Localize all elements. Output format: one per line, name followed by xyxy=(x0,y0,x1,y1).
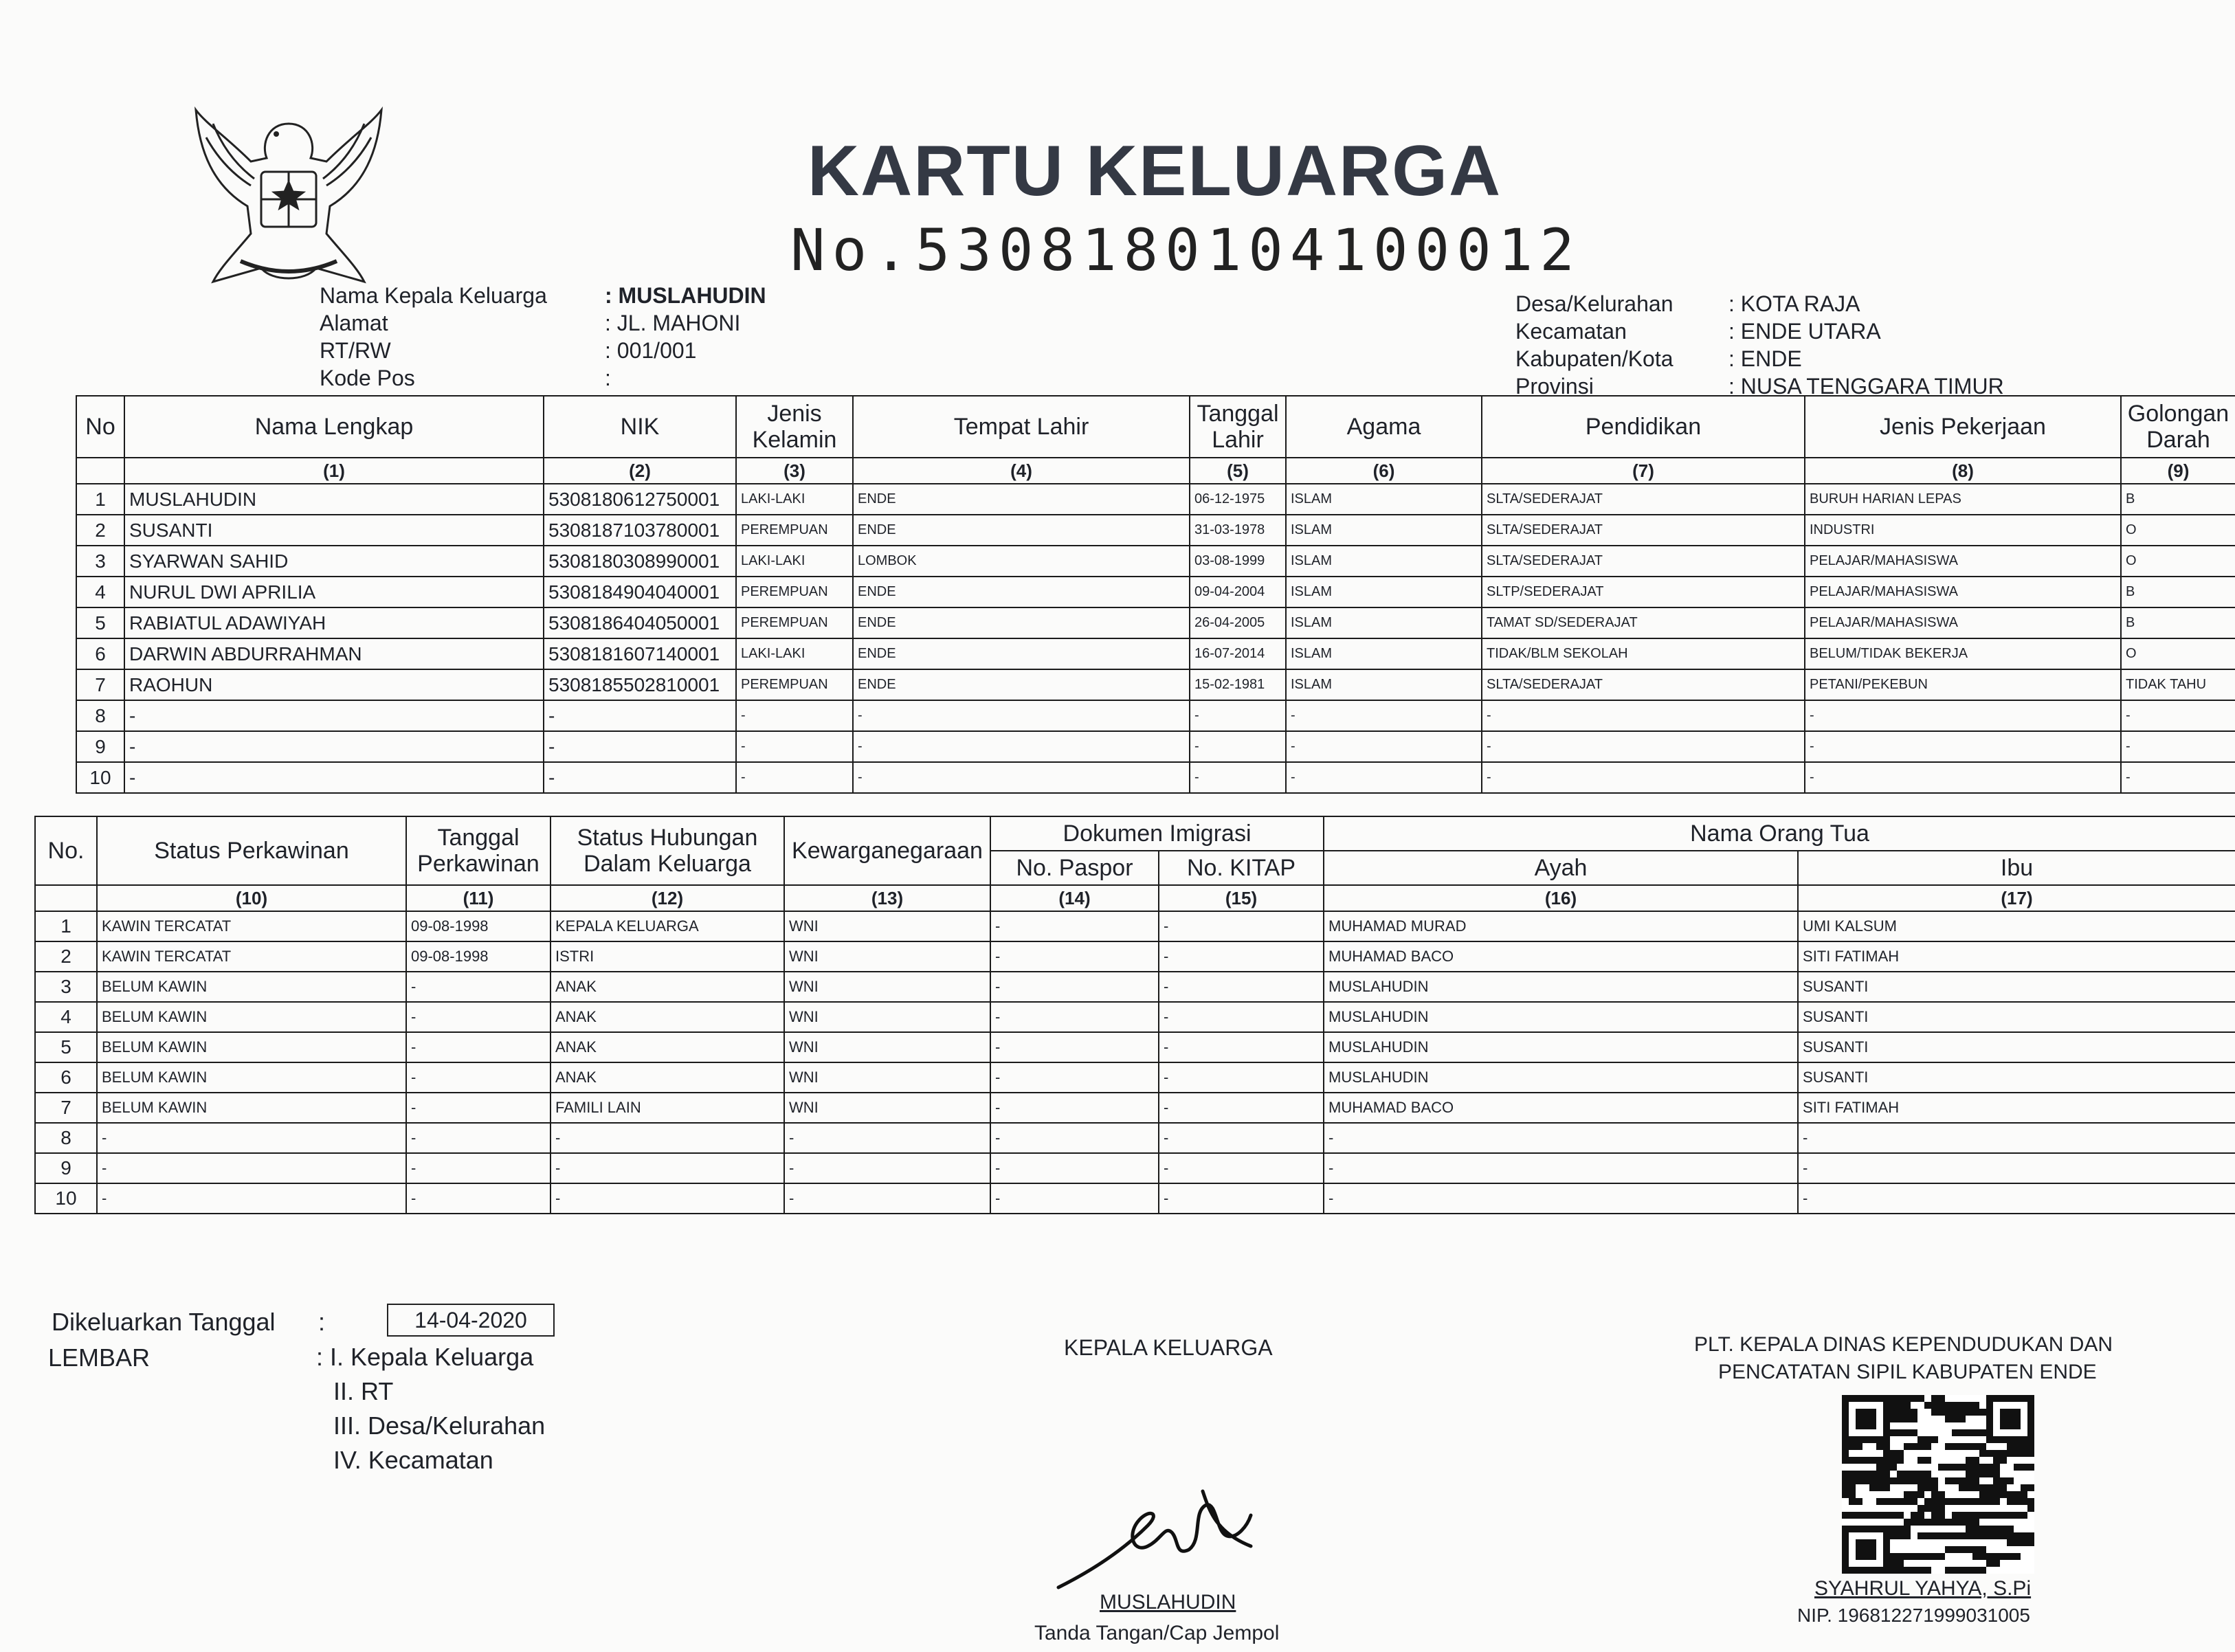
cell-no: 10 xyxy=(76,762,124,793)
column-number: (9) xyxy=(2121,458,2235,484)
cell-no-kitap: - xyxy=(1159,1123,1324,1153)
cell-nik: 5308180308990001 xyxy=(544,546,736,577)
cell-status-hubungan: - xyxy=(551,1153,784,1183)
value-rt-rw: : 001/001 xyxy=(605,338,697,363)
family-members-table xyxy=(76,395,2235,794)
cell-kewarganegaraan: WNI xyxy=(784,1002,990,1032)
lembar-item: : I. Kepala Keluarga xyxy=(316,1343,534,1371)
cell-tanggal-perkawinan: - xyxy=(406,1093,551,1123)
cell-nama-lengkap: - xyxy=(124,731,544,762)
column-number xyxy=(35,885,97,911)
family-status-table xyxy=(34,816,2235,1214)
cell-jenis-pekerjaan: BURUH HARIAN LEPAS xyxy=(1805,484,2121,515)
header-no-kitap: No. KITAP xyxy=(1159,851,1324,885)
cell-tanggal-perkawinan: - xyxy=(406,1062,551,1093)
cell-pendidikan: - xyxy=(1482,731,1805,762)
cell-status-hubungan: - xyxy=(551,1123,784,1153)
cell-status-hubungan: - xyxy=(551,1183,784,1214)
cell-nik: - xyxy=(544,762,736,793)
header-ibu: Ibu xyxy=(1798,851,2235,885)
table-row xyxy=(35,1032,2235,1062)
column-number: (6) xyxy=(1286,458,1482,484)
column-number: (11) xyxy=(406,885,551,911)
cell-no: 6 xyxy=(35,1062,97,1093)
header-nik: NIK xyxy=(544,396,736,458)
lembar-item: II. RT xyxy=(333,1377,394,1405)
header-left-values xyxy=(605,282,766,392)
cell-golongan-darah: O xyxy=(2121,546,2235,577)
cell-status-perkawinan: BELUM KAWIN xyxy=(97,1032,406,1062)
header-dokumen-imigrasi: Dokumen Imigrasi xyxy=(990,816,1324,851)
document-title: KARTU KELUARGA xyxy=(808,131,1502,211)
cell-kewarganegaraan: WNI xyxy=(784,972,990,1002)
cell-nik: 5308184904040001 xyxy=(544,577,736,607)
garuda-emblem-icon xyxy=(186,96,392,295)
cell-jenis-kelamin: PEREMPUAN xyxy=(736,607,853,638)
header-nama-orang-tua: Nama Orang Tua xyxy=(1324,816,2235,851)
cell-tempat-lahir: ENDE xyxy=(853,577,1190,607)
cell-jenis-kelamin: LAKI-LAKI xyxy=(736,484,853,515)
cell-tempat-lahir: LOMBOK xyxy=(853,546,1190,577)
cell-status-perkawinan: BELUM KAWIN xyxy=(97,972,406,1002)
kepala-keluarga-name: MUSLAHUDIN xyxy=(1100,1591,1236,1614)
cell-ayah: MUSLAHUDIN xyxy=(1324,972,1798,1002)
column-number: (14) xyxy=(990,885,1159,911)
cell-no: 1 xyxy=(35,911,97,941)
cell-tanggal-perkawinan: 09-08-1998 xyxy=(406,911,551,941)
cell-nik: 5308187103780001 xyxy=(544,515,736,546)
kepala-keluarga-caption: Tanda Tangan/Cap Jempol xyxy=(1034,1622,1280,1644)
column-number: (12) xyxy=(551,885,784,911)
header-status-hubungan: Status Hubungan Dalam Keluarga xyxy=(551,816,784,885)
cell-ibu: SUSANTI xyxy=(1798,1002,2235,1032)
header-left-labels xyxy=(320,282,547,392)
qr-code-icon xyxy=(1842,1395,2034,1574)
cell-ayah: - xyxy=(1324,1153,1798,1183)
cell-no-kitap: - xyxy=(1159,1032,1324,1062)
cell-tanggal-perkawinan: 09-08-1998 xyxy=(406,941,551,972)
column-number: (3) xyxy=(736,458,853,484)
header-status-perkawinan: Status Perkawinan xyxy=(97,816,406,885)
cell-status-hubungan: ANAK xyxy=(551,1032,784,1062)
cell-agama: ISLAM xyxy=(1286,638,1482,669)
column-number: (8) xyxy=(1805,458,2121,484)
header-jenis-kelamin: Jenis Kelamin xyxy=(736,396,853,458)
header-golongan-darah: Golongan Darah xyxy=(2121,396,2235,458)
cell-pendidikan: - xyxy=(1482,762,1805,793)
table-row xyxy=(76,484,2235,515)
cell-golongan-darah: - xyxy=(2121,731,2235,762)
cell-status-perkawinan: BELUM KAWIN xyxy=(97,1093,406,1123)
table-row xyxy=(35,1002,2235,1032)
issued-colon: : xyxy=(318,1308,326,1336)
column-number: (13) xyxy=(784,885,990,911)
cell-no: 6 xyxy=(76,638,124,669)
table-row xyxy=(76,731,2235,762)
value-provinsi: : NUSA TENGGARA TIMUR xyxy=(1728,374,2004,399)
cell-ibu: - xyxy=(1798,1123,2235,1153)
cell-nik: - xyxy=(544,700,736,731)
cell-nik: 5308185502810001 xyxy=(544,669,736,700)
cell-ibu: SUSANTI xyxy=(1798,1032,2235,1062)
cell-nama-lengkap: RAOHUN xyxy=(124,669,544,700)
cell-no: 8 xyxy=(76,700,124,731)
cell-jenis-kelamin: LAKI-LAKI xyxy=(736,638,853,669)
cell-golongan-darah: - xyxy=(2121,700,2235,731)
label-desa: Desa/Kelurahan xyxy=(1515,291,1674,316)
value-desa: : KOTA RAJA xyxy=(1728,291,1860,316)
label-rt-rw: RT/RW xyxy=(320,338,391,363)
cell-jenis-pekerjaan: - xyxy=(1805,700,2121,731)
table-row xyxy=(35,1123,2235,1153)
table-row xyxy=(76,762,2235,793)
cell-nama-lengkap: SUSANTI xyxy=(124,515,544,546)
table-row xyxy=(35,1183,2235,1214)
cell-nik: 5308181607140001 xyxy=(544,638,736,669)
cell-nik: - xyxy=(544,731,736,762)
cell-agama: ISLAM xyxy=(1286,577,1482,607)
cell-golongan-darah: B xyxy=(2121,607,2235,638)
cell-nama-lengkap: NURUL DWI APRILIA xyxy=(124,577,544,607)
table-row xyxy=(76,546,2235,577)
column-number: (2) xyxy=(544,458,736,484)
cell-tanggal-lahir: 26-04-2005 xyxy=(1190,607,1286,638)
cell-no-paspor: - xyxy=(990,972,1159,1002)
cell-tempat-lahir: ENDE xyxy=(853,607,1190,638)
cell-status-perkawinan: - xyxy=(97,1183,406,1214)
official-nip: NIP. 196812271999031005 xyxy=(1797,1605,2030,1626)
cell-tanggal-lahir: 03-08-1999 xyxy=(1190,546,1286,577)
table-row xyxy=(35,972,2235,1002)
cell-golongan-darah: B xyxy=(2121,577,2235,607)
cell-ibu: - xyxy=(1798,1153,2235,1183)
official-name: SYAHRUL YAHYA, S.Pi xyxy=(1814,1577,2032,1600)
cell-no-paspor: - xyxy=(990,1183,1159,1214)
cell-pendidikan: TAMAT SD/SEDERAJAT xyxy=(1482,607,1805,638)
label-alamat: Alamat xyxy=(320,311,388,335)
cell-no: 5 xyxy=(76,607,124,638)
cell-nama-lengkap: SYARWAN SAHID xyxy=(124,546,544,577)
table-row xyxy=(76,669,2235,700)
cell-no: 5 xyxy=(35,1032,97,1062)
cell-ibu: - xyxy=(1798,1183,2235,1214)
header-no: No. xyxy=(35,816,97,885)
column-number xyxy=(76,458,124,484)
cell-no-paspor: - xyxy=(990,1032,1159,1062)
cell-golongan-darah: B xyxy=(2121,484,2235,515)
cell-status-perkawinan: BELUM KAWIN xyxy=(97,1062,406,1093)
cell-no: 2 xyxy=(35,941,97,972)
official-title-line-1: PLT. KEPALA DINAS KEPENDUDUKAN DAN xyxy=(1694,1333,2113,1356)
cell-status-perkawinan: KAWIN TERCATAT xyxy=(97,911,406,941)
cell-tanggal-lahir: - xyxy=(1190,731,1286,762)
cell-no: 10 xyxy=(35,1183,97,1214)
cell-nama-lengkap: DARWIN ABDURRAHMAN xyxy=(124,638,544,669)
cell-no: 2 xyxy=(76,515,124,546)
cell-status-hubungan: ANAK xyxy=(551,1002,784,1032)
cell-no-paspor: - xyxy=(990,1093,1159,1123)
value-kecamatan: : ENDE UTARA xyxy=(1728,319,1881,344)
cell-pendidikan: SLTA/SEDERAJAT xyxy=(1482,484,1805,515)
cell-jenis-pekerjaan: BELUM/TIDAK BEKERJA xyxy=(1805,638,2121,669)
cell-jenis-kelamin: PEREMPUAN xyxy=(736,577,853,607)
cell-ayah: MUHAMAD BACO xyxy=(1324,1093,1798,1123)
cell-tempat-lahir: ENDE xyxy=(853,638,1190,669)
column-number: (16) xyxy=(1324,885,1798,911)
cell-tanggal-lahir: - xyxy=(1190,700,1286,731)
cell-no-paspor: - xyxy=(990,1123,1159,1153)
cell-no-kitap: - xyxy=(1159,972,1324,1002)
column-number: (5) xyxy=(1190,458,1286,484)
cell-pendidikan: SLTP/SEDERAJAT xyxy=(1482,577,1805,607)
kepala-keluarga-title: KEPALA KELUARGA xyxy=(1064,1335,1273,1360)
cell-tanggal-lahir: 09-04-2004 xyxy=(1190,577,1286,607)
cell-tempat-lahir: ENDE xyxy=(853,669,1190,700)
lembar-item: III. Desa/Kelurahan xyxy=(333,1411,546,1440)
column-number: (4) xyxy=(853,458,1190,484)
cell-tanggal-perkawinan: - xyxy=(406,1123,551,1153)
cell-golongan-darah: - xyxy=(2121,762,2235,793)
cell-ibu: SUSANTI xyxy=(1798,1062,2235,1093)
cell-agama: ISLAM xyxy=(1286,669,1482,700)
cell-tanggal-perkawinan: - xyxy=(406,1153,551,1183)
header-nama-lengkap: Nama Lengkap xyxy=(124,396,544,458)
column-number: (17) xyxy=(1798,885,2235,911)
cell-status-hubungan: ISTRI xyxy=(551,941,784,972)
cell-no-kitap: - xyxy=(1159,1002,1324,1032)
cell-no-kitap: - xyxy=(1159,941,1324,972)
column-number: (15) xyxy=(1159,885,1324,911)
cell-kewarganegaraan: WNI xyxy=(784,1093,990,1123)
cell-tanggal-lahir: 31-03-1978 xyxy=(1190,515,1286,546)
cell-nik: 5308186404050001 xyxy=(544,607,736,638)
table-row xyxy=(76,577,2235,607)
cell-status-hubungan: ANAK xyxy=(551,1062,784,1093)
cell-nama-lengkap: MUSLAHUDIN xyxy=(124,484,544,515)
table-row xyxy=(35,911,2235,941)
cell-jenis-pekerjaan: PELAJAR/MAHASISWA xyxy=(1805,546,2121,577)
cell-tempat-lahir: - xyxy=(853,700,1190,731)
cell-status-hubungan: KEPALA KELUARGA xyxy=(551,911,784,941)
cell-kewarganegaraan: - xyxy=(784,1183,990,1214)
cell-jenis-pekerjaan: - xyxy=(1805,762,2121,793)
table-row xyxy=(35,1093,2235,1123)
cell-tempat-lahir: - xyxy=(853,762,1190,793)
cell-ibu: SITI FATIMAH xyxy=(1798,1093,2235,1123)
cell-ayah: MUHAMAD MURAD xyxy=(1324,911,1798,941)
table-row xyxy=(76,638,2235,669)
cell-kewarganegaraan: WNI xyxy=(784,911,990,941)
cell-pendidikan: SLTA/SEDERAJAT xyxy=(1482,669,1805,700)
value-nama-kepala: : MUSLAHUDIN xyxy=(605,283,766,308)
header-no-paspor: No. Paspor xyxy=(990,851,1159,885)
cell-tanggal-lahir: 06-12-1975 xyxy=(1190,484,1286,515)
lembar-item: IV. Kecamatan xyxy=(333,1446,493,1474)
cell-jenis-kelamin: PEREMPUAN xyxy=(736,515,853,546)
cell-no: 9 xyxy=(35,1153,97,1183)
cell-no-kitap: - xyxy=(1159,1153,1324,1183)
table-row xyxy=(76,700,2235,731)
column-number: (10) xyxy=(97,885,406,911)
cell-no-kitap: - xyxy=(1159,1183,1324,1214)
cell-tanggal-perkawinan: - xyxy=(406,1032,551,1062)
cell-tanggal-perkawinan: - xyxy=(406,1002,551,1032)
value-alamat: : JL. MAHONI xyxy=(605,311,741,335)
cell-no: 3 xyxy=(76,546,124,577)
cell-status-perkawinan: - xyxy=(97,1153,406,1183)
cell-jenis-pekerjaan: PELAJAR/MAHASISWA xyxy=(1805,607,2121,638)
cell-nama-lengkap: - xyxy=(124,700,544,731)
table-row xyxy=(35,941,2235,972)
cell-no-paspor: - xyxy=(990,941,1159,972)
signature-icon xyxy=(1045,1471,1278,1594)
cell-ayah: - xyxy=(1324,1123,1798,1153)
cell-ibu: SITI FATIMAH xyxy=(1798,941,2235,972)
cell-agama: ISLAM xyxy=(1286,546,1482,577)
cell-agama: - xyxy=(1286,700,1482,731)
issued-label: Dikeluarkan Tanggal xyxy=(52,1308,276,1336)
issued-date: 14-04-2020 xyxy=(387,1304,555,1337)
cell-no: 8 xyxy=(35,1123,97,1153)
cell-no-paspor: - xyxy=(990,911,1159,941)
label-nama-kepala: Nama Kepala Keluarga xyxy=(320,283,547,308)
cell-ayah: - xyxy=(1324,1183,1798,1214)
cell-jenis-pekerjaan: PETANI/PEKEBUN xyxy=(1805,669,2121,700)
cell-ayah: MUSLAHUDIN xyxy=(1324,1032,1798,1062)
cell-agama: ISLAM xyxy=(1286,515,1482,546)
cell-kewarganegaraan: - xyxy=(784,1153,990,1183)
cell-golongan-darah: O xyxy=(2121,515,2235,546)
cell-agama: ISLAM xyxy=(1286,607,1482,638)
header-no: No xyxy=(76,396,124,458)
cell-no-kitap: - xyxy=(1159,911,1324,941)
lembar-list xyxy=(316,1340,545,1477)
cell-nama-lengkap: - xyxy=(124,762,544,793)
cell-tanggal-lahir: 15-02-1981 xyxy=(1190,669,1286,700)
cell-ayah: MUSLAHUDIN xyxy=(1324,1002,1798,1032)
cell-no: 7 xyxy=(76,669,124,700)
cell-pendidikan: TIDAK/BLM SEKOLAH xyxy=(1482,638,1805,669)
cell-golongan-darah: O xyxy=(2121,638,2235,669)
header-tanggal-lahir: Tanggal Lahir xyxy=(1190,396,1286,458)
cell-jenis-kelamin: - xyxy=(736,762,853,793)
cell-jenis-pekerjaan: PELAJAR/MAHASISWA xyxy=(1805,577,2121,607)
header-tempat-lahir: Tempat Lahir xyxy=(853,396,1190,458)
cell-pendidikan: SLTA/SEDERAJAT xyxy=(1482,546,1805,577)
cell-agama: - xyxy=(1286,762,1482,793)
cell-jenis-kelamin: - xyxy=(736,731,853,762)
cell-no-paspor: - xyxy=(990,1153,1159,1183)
value-kabupaten: : ENDE xyxy=(1728,346,1802,371)
cell-no: 9 xyxy=(76,731,124,762)
cell-kewarganegaraan: WNI xyxy=(784,1062,990,1093)
header-right-labels xyxy=(1515,290,1674,400)
cell-kewarganegaraan: - xyxy=(784,1123,990,1153)
cell-no: 3 xyxy=(35,972,97,1002)
cell-tanggal-perkawinan: - xyxy=(406,972,551,1002)
cell-no: 7 xyxy=(35,1093,97,1123)
cell-no-kitap: - xyxy=(1159,1093,1324,1123)
header-right-values xyxy=(1728,290,2004,400)
cell-ayah: MUHAMAD BACO xyxy=(1324,941,1798,972)
cell-status-perkawinan: - xyxy=(97,1123,406,1153)
cell-no: 4 xyxy=(76,577,124,607)
value-kode-pos: : xyxy=(605,366,611,390)
cell-status-perkawinan: BELUM KAWIN xyxy=(97,1002,406,1032)
column-number: (7) xyxy=(1482,458,1805,484)
cell-jenis-pekerjaan: INDUSTRI xyxy=(1805,515,2121,546)
cell-ibu: UMI KALSUM xyxy=(1798,911,2235,941)
cell-ibu: SUSANTI xyxy=(1798,972,2235,1002)
cell-pendidikan: SLTA/SEDERAJAT xyxy=(1482,515,1805,546)
document-number: No.5308180104100012 xyxy=(790,216,1581,284)
cell-tempat-lahir: ENDE xyxy=(853,484,1190,515)
lembar-label: LEMBAR xyxy=(48,1343,151,1372)
cell-no-paspor: - xyxy=(990,1062,1159,1093)
cell-status-hubungan: ANAK xyxy=(551,972,784,1002)
cell-golongan-darah: TIDAK TAHU xyxy=(2121,669,2235,700)
header-pendidikan: Pendidikan xyxy=(1482,396,1805,458)
cell-kewarganegaraan: WNI xyxy=(784,1032,990,1062)
cell-status-hubungan: FAMILI LAIN xyxy=(551,1093,784,1123)
cell-tempat-lahir: - xyxy=(853,731,1190,762)
label-kode-pos: Kode Pos xyxy=(320,366,415,390)
cell-status-perkawinan: KAWIN TERCATAT xyxy=(97,941,406,972)
cell-agama: - xyxy=(1286,731,1482,762)
cell-jenis-kelamin: - xyxy=(736,700,853,731)
label-provinsi: Provinsi xyxy=(1515,374,1594,399)
header-tanggal-perkawinan: Tanggal Perkawinan xyxy=(406,816,551,885)
column-number: (1) xyxy=(124,458,544,484)
cell-tanggal-perkawinan: - xyxy=(406,1183,551,1214)
cell-ayah: MUSLAHUDIN xyxy=(1324,1062,1798,1093)
cell-no: 4 xyxy=(35,1002,97,1032)
cell-agama: ISLAM xyxy=(1286,484,1482,515)
cell-tanggal-lahir: - xyxy=(1190,762,1286,793)
header-jenis-pekerjaan: Jenis Pekerjaan xyxy=(1805,396,2121,458)
cell-jenis-kelamin: PEREMPUAN xyxy=(736,669,853,700)
table-row xyxy=(76,515,2235,546)
official-title-line-2: PENCATATAN SIPIL KABUPATEN ENDE xyxy=(1718,1361,2097,1383)
cell-pendidikan: - xyxy=(1482,700,1805,731)
table-row xyxy=(35,1153,2235,1183)
cell-kewarganegaraan: WNI xyxy=(784,941,990,972)
cell-no: 1 xyxy=(76,484,124,515)
header-kewarganegaraan: Kewarganegaraan xyxy=(784,816,990,885)
cell-nik: 5308180612750001 xyxy=(544,484,736,515)
header-ayah: Ayah xyxy=(1324,851,1798,885)
label-kecamatan: Kecamatan xyxy=(1515,319,1627,344)
cell-tanggal-lahir: 16-07-2014 xyxy=(1190,638,1286,669)
label-kabupaten: Kabupaten/Kota xyxy=(1515,346,1674,371)
cell-no-paspor: - xyxy=(990,1002,1159,1032)
table-row xyxy=(35,1062,2235,1093)
cell-no-kitap: - xyxy=(1159,1062,1324,1093)
header-agama: Agama xyxy=(1286,396,1482,458)
table-row xyxy=(76,607,2235,638)
cell-jenis-pekerjaan: - xyxy=(1805,731,2121,762)
cell-tempat-lahir: ENDE xyxy=(853,515,1190,546)
cell-jenis-kelamin: LAKI-LAKI xyxy=(736,546,853,577)
cell-nama-lengkap: RABIATUL ADAWIYAH xyxy=(124,607,544,638)
